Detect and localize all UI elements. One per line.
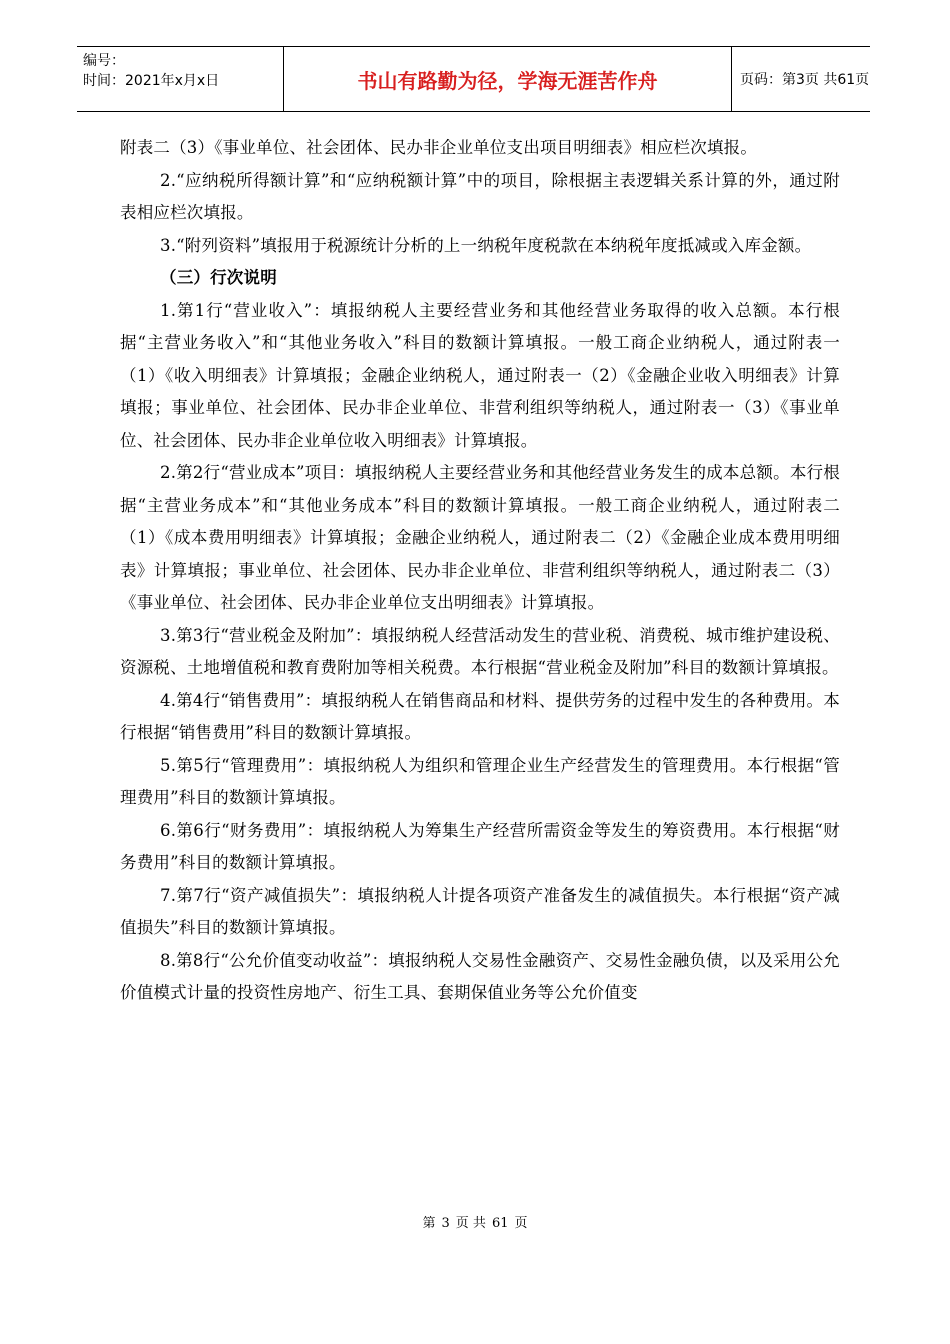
footer-prefix: 第 [422,1216,436,1231]
paragraph: 7.第7行“资产减值损失”：填报纳税人计提各项资产准备发生的减值损失。本行根据“资产减值损失”科目的数额计算填报。 [120,885,840,937]
footer-total-pages: 61 [491,1216,509,1231]
header-page-label: 页码：第3页 共61页 [740,72,870,88]
paragraph: 6.第6行“财务费用”：填报纳税人为筹集生产经营所需资金等发生的筹资费用。本行根据“财务费用”科目的数额计算填报。 [120,820,840,872]
paragraph: 1.第1行“营业收入”：填报纳税人主要经营业务和其他经营业务取得的收入总额。本行根据“主营业务收入”和“其他业务收入”科目的数额计算填报。一般工商企业纳税人，通过附表一（1）《收入明细表》计算填报；金融企业纳税人，通过附表一（2）《金融企业收入明细表》计算填报；事业单位、社会团体、民办非企业单位、非营利组织等纳税人，通过附表一（3）《事业单位、社会团体、民办非企业单位收入明细表》计算填报。 [120,300,840,450]
time-label: 时间：2021年x月x日 [83,73,220,89]
paragraph: 3.“附列资料”填报用于税源统计分析的上一纳税年度税款在本纳税年度抵减或入库金额。 [160,235,812,255]
paragraph-continuation: 附表二（3）《事业单位、社会团体、民办非企业单位支出项目明细表》相应栏次填报。 [120,138,758,157]
footer-suffix: 页 [514,1216,528,1231]
code-label: 编号： [83,53,125,69]
paragraph: 5.第5行“管理费用”：填报纳税人为组织和管理企业生产经营发生的管理费用。本行根据“管理费用”科目的数额计算填报。 [120,755,840,807]
paragraph: 2.“应纳税所得额计算”和“应纳税额计算”中的项目，除根据主表逻辑关系计算的外，通过附表相应栏次填报。 [120,170,840,222]
paragraph: 2.第2行“营业成本”项目：填报纳税人主要经营业务和其他经营业务发生的成本总额。本行根据“主营业务成本”和“其他业务成本”科目的数额计算填报。一般工商企业纳税人，通过附表二（1）《成本费用明细表》计算填报；金融企业纳税人，通过附表二（2）《金融企业成本费用明细表》计算填报；事业单位、社会团体、民办非企业单位、非营利组织等纳税人，通过附表二（3）《事业单位、社会团体、民办非企业单位支出明细表》计算填报。 [120,463,840,612]
page-footer [0,1212,950,1231]
header-meta [77,47,284,111]
paragraph: 8.第8行“公允价值变动收益”：填报纳税人交易性金融资产、交易性金融负债，以及采用公允价值模式计量的投资性房地产、衍生工具、套期保值业务等公允价值变 [120,950,840,1002]
footer-current-page: 3 [441,1216,450,1231]
page-header [77,46,870,112]
document-body [120,132,840,1010]
paragraph: 3.第3行“营业税金及附加”：填报纳税人经营活动发生的营业税、消费税、城市维护建设税、资源税、土地增值税和教育费附加等相关税费。本行根据“营业税金及附加”科目的数额计算填报。 [120,625,840,677]
paragraph: 4.第4行“销售费用”：填报纳税人在销售商品和材料、提供劳务的过程中发生的各种费用。本行根据“销售费用”科目的数额计算填报。 [120,690,840,742]
section-heading: （三）行次说明 [160,268,277,287]
footer-middle: 页 共 [455,1216,486,1231]
header-motto: 书山有路勤为径，学海无涯苦作舟 [284,47,732,111]
